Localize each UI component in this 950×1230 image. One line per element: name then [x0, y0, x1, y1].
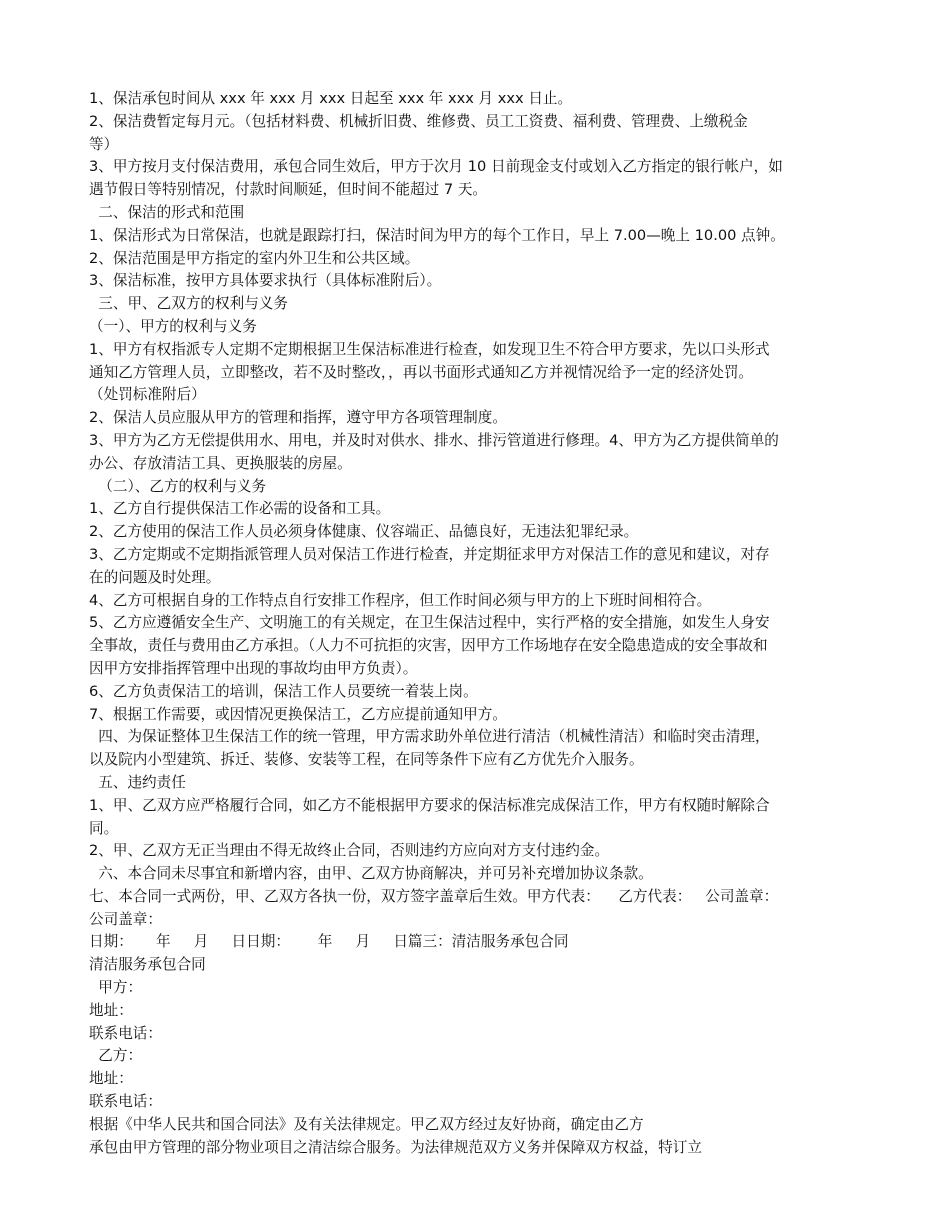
text-line: 2、乙方使用的保洁工作人员必须身体健康、仪容端正、品德良好，无违法犯罪纪录。: [89, 523, 639, 541]
text-line: （一）、甲方的权利与义务: [89, 317, 257, 335]
text-line: 3、甲方为乙方无偿提供用水、用电，并及时对供水、排水、排污管道进行修理。4、甲方为乙方提供简单的: [89, 431, 779, 449]
text-line: 3、保洁标准，按甲方具体要求执行（具体标准附后）。: [89, 272, 442, 290]
text-line: 2、保洁范围是甲方指定的室内外卫生和公共区域。: [89, 249, 420, 267]
text-line: 全事故，责任与费用由乙方承担。（人力不可抗拒的灾害，因甲方工作场地存在安全隐患造成的安全事故和: [89, 637, 768, 655]
text-line: 通知乙方管理人员，立即整改，若不及时整改，，再以书面形式通知乙方并视情况给予一定的经济处罚。: [89, 363, 754, 381]
text-line: 4、乙方可根据自身的工作特点自行安排工作程序，但工作时间必须与甲方的上下班时间相符合。: [89, 591, 712, 609]
text-line: 六、本合同未尽事宜和新增内容，由甲、乙双方协商解决，并可另补充增加协议条款。: [89, 865, 653, 883]
text-line: 清洁服务承包合同: [89, 956, 206, 974]
text-line: 3、乙方定期或不定期指派管理人员对保洁工作进行检查，并定期征求甲方对保洁工作的意见和建议，对存: [89, 545, 770, 563]
text-line: 乙方：: [89, 1047, 143, 1065]
text-line: 6、乙方负责保洁工的培训，保洁工作人员要统一着装上岗。: [89, 682, 478, 700]
text-line: （处罚标准附后）: [89, 386, 206, 404]
text-line: 办公、存放清洁工具、更换服装的房屋。: [89, 454, 352, 472]
document-body: [89, 88, 869, 1159]
text-line: 日期： 年 月 日日期： 年 月 日篇三：清洁服务承包合同: [89, 933, 569, 951]
text-line: 2、甲、乙双方无正当理由不得无故终止合同，否则违约方应向对方支付违约金。: [89, 842, 610, 860]
text-line: 1、甲方有权指派专人定期不定期根据卫生保洁标准进行检查，如发现卫生不符合甲方要求，先以口头形式: [89, 340, 770, 358]
text-line: 联系电话：: [89, 1024, 162, 1042]
text-line: 同。: [89, 819, 119, 837]
text-line: 2、保洁费暂定每月元。（包括材料费、机械折旧费、维修费、员工工资费、福利费、管理费、上缴税金: [89, 112, 748, 130]
text-line: 地址：: [89, 1070, 133, 1088]
text-line: 公司盖章：: [89, 910, 162, 928]
text-line: 三、甲、乙双方的权利与义务: [89, 295, 288, 313]
text-line: 以及院内小型建筑、拆迁、装修、安装等工程，在同等条件下应有乙方优先介入服务。: [89, 751, 644, 769]
text-line: 甲方：: [89, 979, 143, 997]
text-line: 3、甲方按月支付保洁费用，承包合同生效后，甲方于次月 10 日前现金支付或划入乙方指定的银行帐户，如: [89, 158, 783, 176]
text-line: 等）: [89, 135, 119, 153]
text-line: 二、保洁的形式和范围: [89, 203, 245, 221]
text-line: 1、甲、乙双方应严格履行合同，如乙方不能根据甲方要求的保洁标准完成保洁工作，甲方有权随时解除合: [89, 796, 770, 814]
text-line: 1、保洁承包时间从 xxx 年 xxx 月 xxx 日起至 xxx 年 xxx 月 xxx 日止。: [89, 90, 573, 107]
text-line: 承包由甲方管理的部分物业项目之清洁综合服务。为法律规范双方义务并保障双方权益，特订立: [89, 1138, 702, 1156]
text-line: 七、本合同一式两份，甲、乙双方各执一份，双方签字盖章后生效。甲方代表： 乙方代表： 公司盖章：: [89, 887, 779, 905]
text-line: 7、根据工作需要，或因情况更换保洁工，乙方应提前通知甲方。: [89, 705, 507, 723]
text-line: 联系电话：: [89, 1093, 162, 1111]
text-line: 因甲方安排指挥管理中出现的事故均由甲方负责）。: [89, 659, 418, 677]
text-line: 1、乙方自行提供保洁工作必需的设备和工具。: [89, 500, 391, 518]
text-line: 地址：: [89, 1001, 133, 1019]
text-line: 根据《中华人民共和国合同法》及有关法律规定。甲乙双方经过友好协商，确定由乙方: [89, 1115, 644, 1133]
text-line: 2、保洁人员应服从甲方的管理和指挥，遵守甲方各项管理制度。: [89, 409, 507, 427]
text-line: 1、保洁形式为日常保洁，也就是跟踪打扫，保洁时间为甲方的每个工作日，早上 7.00—晚上 10.00 点钟。: [89, 226, 785, 244]
text-line: 5、乙方应遵循安全生产、文明施工的有关规定，在卫生保洁过程中，实行严格的安全措施，如发生人身安: [89, 614, 770, 632]
text-line: （二）、乙方的权利与义务: [89, 477, 267, 495]
text-line: 四、为保证整体卫生保洁工作的统一管理，甲方需求助外单位进行清洁（机械性清洁）和临时突击清理，: [89, 728, 770, 746]
text-line: 在的问题及时处理。: [89, 568, 221, 586]
text-line: 遇节假日等特别情况，付款时间顺延，但时间不能超过 7 天。: [89, 181, 488, 199]
text-line: 五、违约责任: [89, 773, 186, 791]
